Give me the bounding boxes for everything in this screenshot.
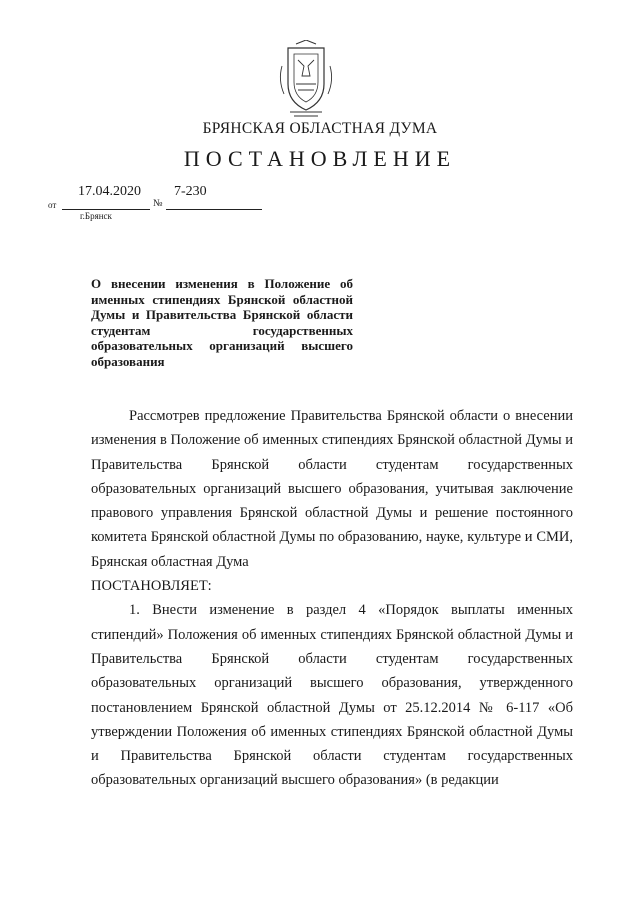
item-1-paragraph: 1. Внести изменение в раздел 4 «Порядок выплаты именных стипендий» Положения об именных стипендиях Брянской областной Думы и Правительства Брянской области студентам государственных образовательных организаций высшего образования, утвержденного постановлением Брянской областной Думы от 25.12.2014 № 6-117 «Об утверждении Положения об именных стипендиях Брянской областной Думы и Правительства Брянской области студентам государственных образовательных организаций высшего образования» (в редакции — [91, 602, 573, 789]
document-number: 7-230 — [174, 184, 207, 199]
coat-of-arms-icon — [274, 40, 338, 120]
document-date: 17.04.2020 — [78, 184, 141, 199]
date-underline — [62, 209, 150, 210]
intro-paragraph: Рассмотрев предложение Правительства Брянской области о внесении изменения в Положение об именных стипендиях Брянской областной Думы и Правительства Брянской области студентам государственных образовательных организаций высшего образования, учитывая заключение правового управления Брянской областной Думы и решение постоянного комитета Брянской областной Думы по образованию, науке, культуре и СМИ, Брянская областная Дума — [91, 408, 573, 570]
city-label: г.Брянск — [80, 211, 112, 221]
document-body — [91, 404, 573, 793]
organization-name: БРЯНСКАЯ ОБЛАСТНАЯ ДУМА — [202, 120, 438, 137]
number-label: № — [153, 198, 163, 209]
decree-heading: ПОСТАНОВЛЯЕТ: — [91, 578, 212, 595]
document-type: ПОСТАНОВЛЕНИЕ — [183, 146, 457, 171]
document-title: О внесении изменения в Положение об именных стипендиях Брянской областной Думы и Правительства Брянской области студентам государственных образовательных организаций высшего образования — [91, 276, 353, 369]
number-underline — [166, 209, 262, 210]
date-label: от — [48, 200, 57, 210]
